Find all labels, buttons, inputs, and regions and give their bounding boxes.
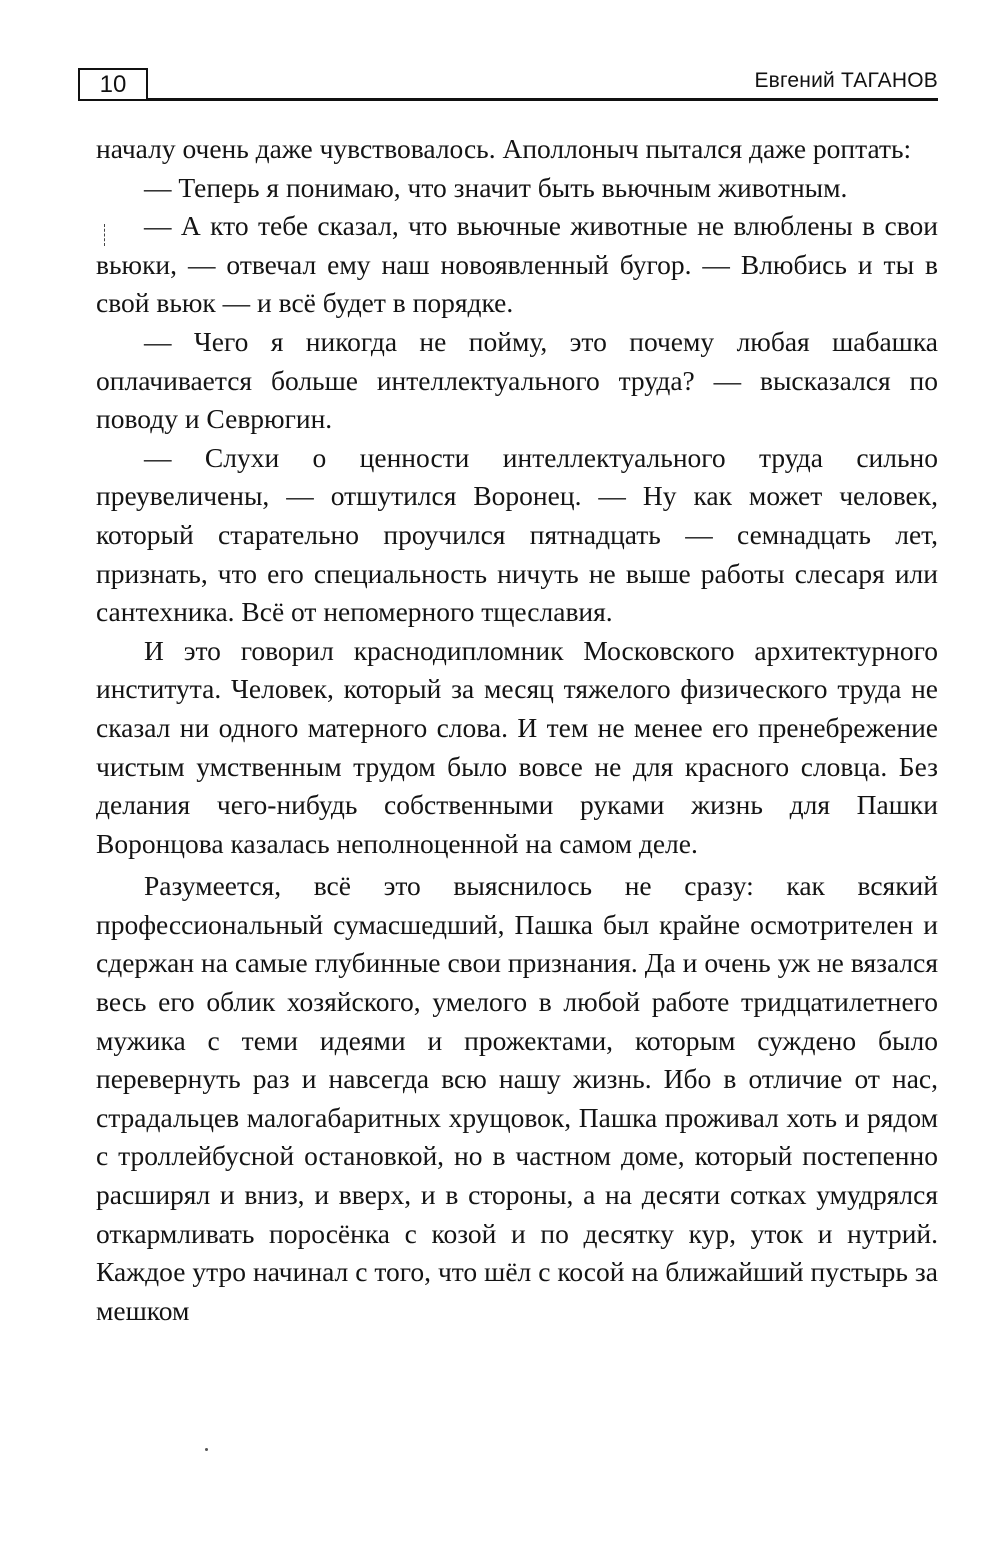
paragraph-5: — Слухи о ценности интеллектуального труда сильно преувеличены, — отшутился Воронец. — Ну как может человек, который старательно проучился пятнадцать — семнадцать лет, признать, что его специальность ничуть не выше работы слесаря или сантехника. Всё от непомерного тщеславия. xyxy=(96,441,938,628)
page-number: 10 xyxy=(78,68,148,101)
paragraph-3: — А кто тебе сказал, что вьючные животные не влюблены в свои вьюки, — отвечал ему наш новоявленный бугор. — Влюбись и ты в свой вьюк — и всё будет в порядке. xyxy=(96,210,938,319)
paragraph-2: — Теперь я понимаю, что значит быть вьючным животным. xyxy=(144,171,848,203)
print-speck xyxy=(205,1448,208,1451)
paragraph-6: И это говорил краснодипломник Московского архитектурного института. Человек, который за месяц тяжелого физического труда не сказал ни одного матерного слова. И тем не менее его пренебрежение чистым умственным трудом было вовсе не для красного словца. Без делания чего-нибудь собственными руками жизнь для Пашки Воронцова казалась неполноценной на самом деле. xyxy=(96,634,938,859)
paragraph-1: началу очень даже чувствовалось. Аполлоныч пытался даже роптать: xyxy=(96,133,912,164)
paragraph-7: Разумеется, всё это выяснилось не сразу: как всякий профессиональный сумасшедший, Пашка был крайне осмотрителен и сдержан на самые глубинные свои признания. Да и очень уж не вязался весь его облик хозяйского, умелого в любой работе тридцатилетнего мужика с теми идеями и прожектами, которым суждено было перевернуть раз и навсегда всю нашу жизнь. Ибо в отличие от нас, страдальцев малогабаритных хрущовок, Пашка проживал хоть и рядом с троллейбусной остановкой, но в частном доме, который постепенно расширял и вниз, и вверх, и в стороны, а на десяти сотках умудрялся откармливать поросёнка с козой и по десятку кур, уток и нутрий. Каждое утро начинал с того, что шёл с косой на ближайший пустырь за мешком xyxy=(96,870,938,1326)
header-rule xyxy=(148,98,938,101)
paragraph-4: — Чего я никогда не пойму, это почему любая шабашка оплачивается больше интеллектуального труда? — высказался по поводу и Севрюгин. xyxy=(96,325,938,435)
running-header xyxy=(78,68,938,106)
body-text xyxy=(96,130,938,1330)
header-author: Евгений ТАГАНОВ xyxy=(754,69,938,92)
